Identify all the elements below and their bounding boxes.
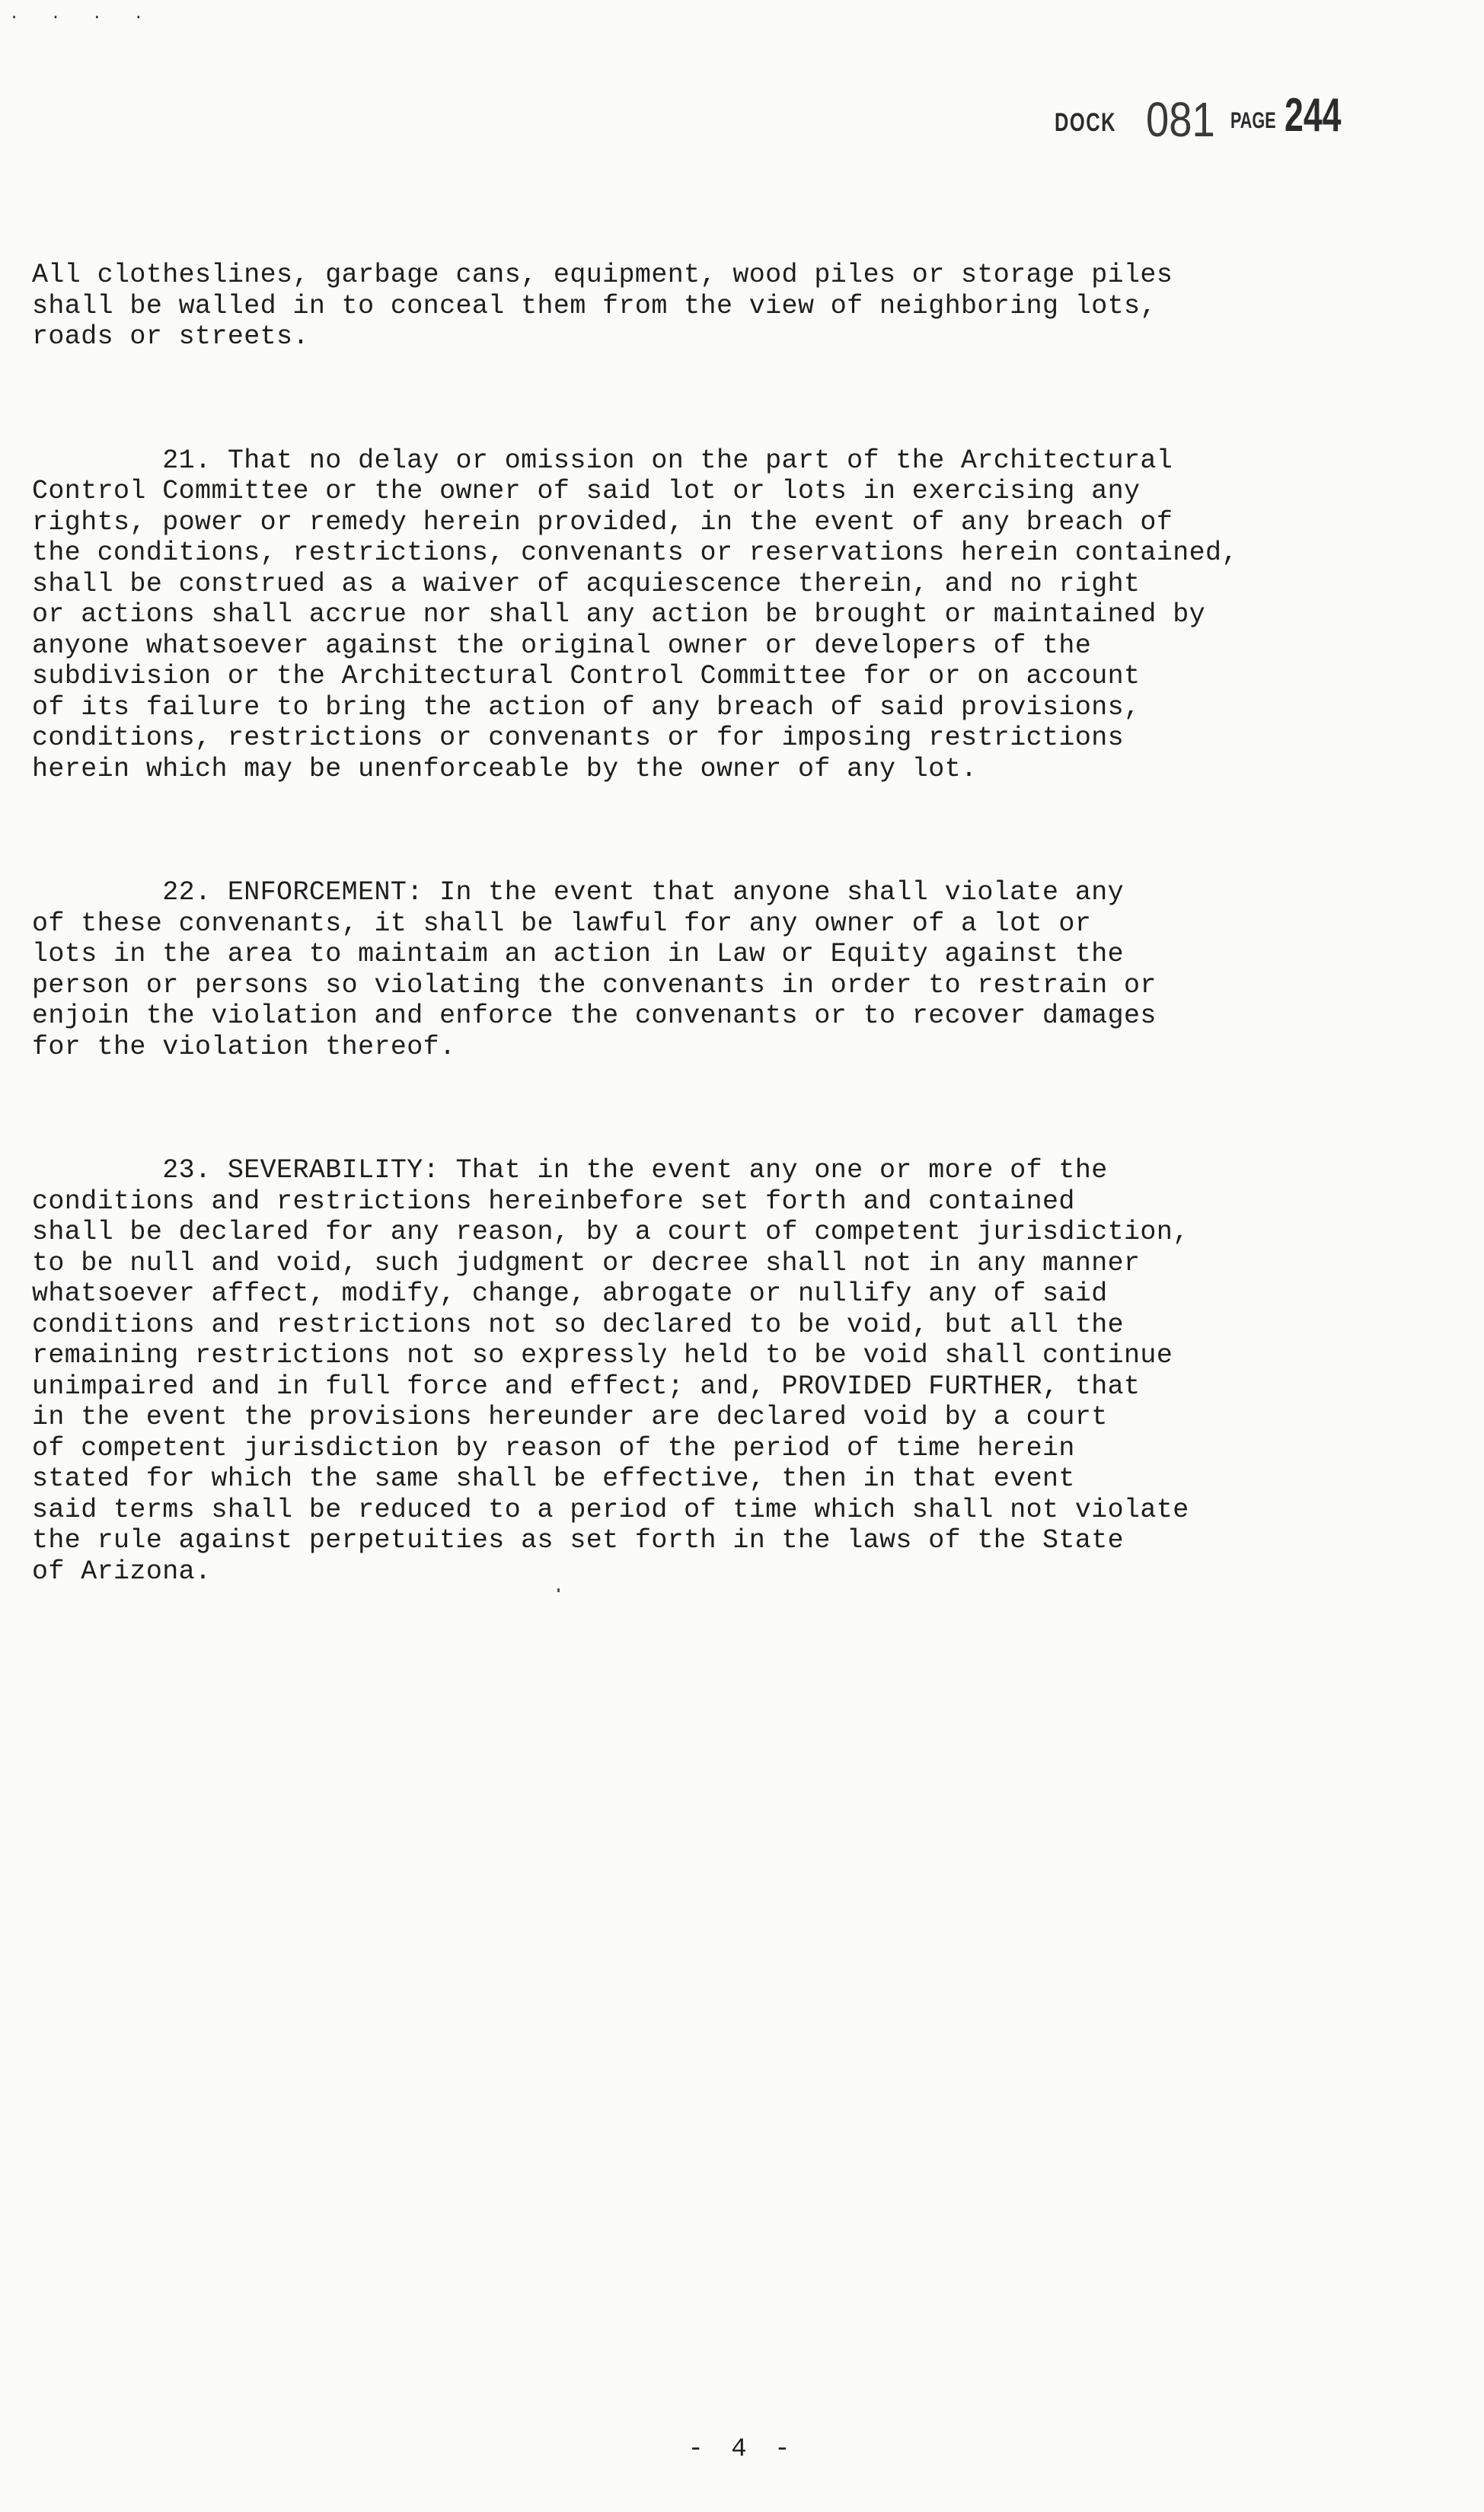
paragraph-continuation: All clotheslines, garbage cans, equipment, wood piles or storage piles shall be walled in to conceal them from the view of neighboring lots, roads or streets.: [32, 260, 1173, 352]
page-number: - 4 -: [688, 2435, 796, 2464]
paragraph-23-severability: 23. SEVERABILITY: That in the event any one or more of the conditions and restrictions hereinbefore set forth and contained shall be declared for any reason, by a court of competent jurisdiction, to be null and void, such judgment or decree shall not in any manner whatsoever affect, modify, change, abrogate or nullify any of said conditions and restrictions not so declared to be void, but all the remaining restrictions not so expressly held to be void shall continue unimpaired and in full force and effect; and, PROVIDED FURTHER, that in the event the provisions hereunder are declared void by a court of competent jurisdiction by reason of the period of time herein stated for which the same shall be effective, then in that event said terms shall be reduced to a period of time which shall not violate the rule against perpetuities as set forth in the laws of the State of Arizona.: [32, 1155, 1189, 1587]
corner-marks: . . . .: [9, 5, 155, 24]
paragraph-21-waiver: 21. That no delay or omission on the part of the Architectural Control Committee or the owner of said lot or lots in exercising any rights, power or remedy herein provided, in the event of any breach of the conditions, restrictions, convenants or reservations herein contained, shall be construed as a waiver of acquiescence therein, and no right or actions shall accrue nor shall any action be brought or maintained by anyone whatsoever against the original owner or developers of the subdivision or the Architectural Control Committee for or on account of its failure to bring the action of any breach of said provisions, conditions, restrictions or convenants or for imposing restrictions herein which may be unenforceable by the owner of any lot.: [32, 445, 1238, 784]
book-page-stamp: [1055, 85, 1374, 146]
stamp-page-number: 244: [1285, 89, 1342, 142]
paragraph-22-enforcement: 22. ENFORCEMENT: In the event that anyone shall violate any of these convenants, it shall be lawful for any owner of a lot or lots in the area to maintaim an action in Law or Equity against the person or persons so violating the convenants in order to restrain or enjoin the violation and enforce the convenants or to recover damages for the violation thereof.: [32, 877, 1157, 1062]
scan-speck: [557, 1588, 560, 1592]
stamp-volume-number: 081: [1146, 92, 1215, 147]
document-body: [32, 198, 1463, 1680]
stamp-book-label: DOCK: [1055, 108, 1117, 137]
stamp-page-label: PAGE: [1230, 108, 1276, 133]
